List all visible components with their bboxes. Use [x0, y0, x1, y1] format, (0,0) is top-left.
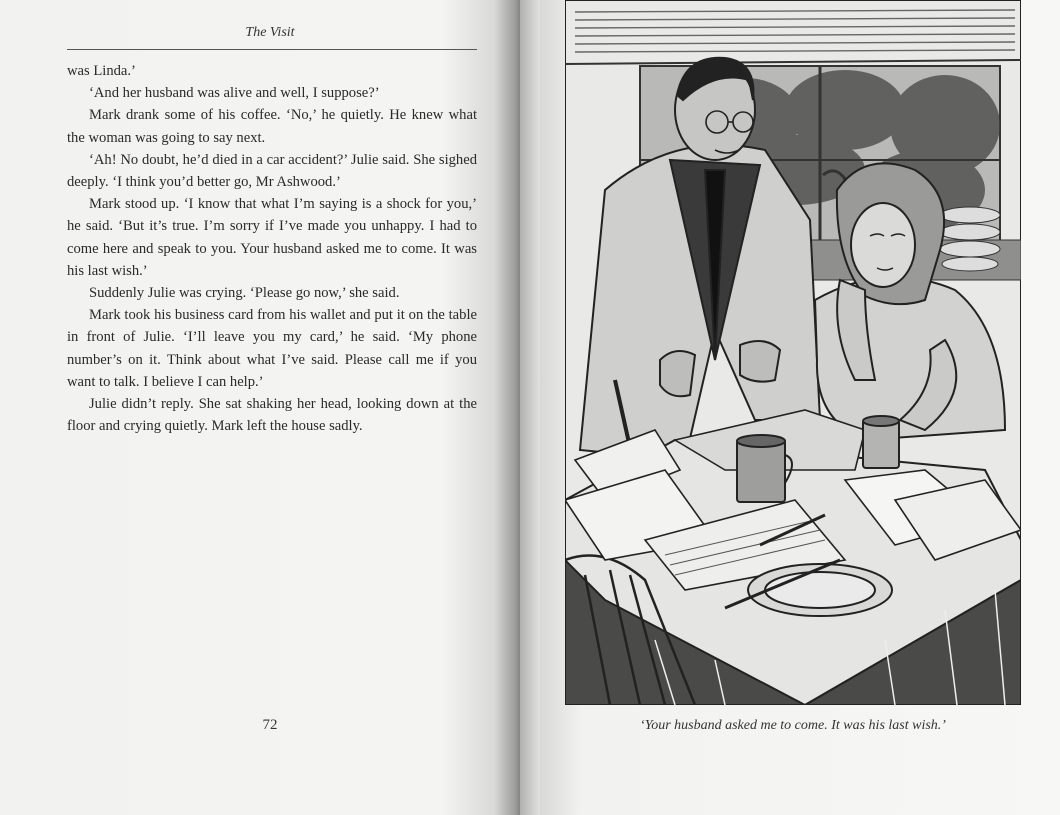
paragraph-4: ‘Ah! No doubt, he’d died in a car accident?’ Julie said. She sighed deeply. ‘I think you’d better go, Mr Ashwood.’ [67, 151, 477, 191]
paragraph-2: ‘And her husband was alive and well, I suppose?’ [89, 85, 380, 102]
paragraph-7: Mark took his business card from his wallet and put it on the table in front of Julie. ‘I’ll leave you my card,’ he said. ‘My phone number’s on it. Think about what I’ve said. Please call me if you want to talk. I believe I can help.’ [67, 307, 477, 390]
paragraph-6: Suddenly Julie was crying. ‘Please go now,’ she said. [89, 285, 400, 302]
book-gutter [495, 0, 540, 815]
page-number: 72 [262, 717, 278, 733]
paragraph-1: was Linda.’ [67, 63, 136, 79]
paragraph-5: Mark stood up. ‘I know that what I’m saying is a shock for you,’ he said. ‘But it’s true. I’m sorry if I’ve made you unhappy. I had to come here and speak to you. Your husband asked me to come. It was his last wish.’ [67, 196, 477, 279]
coffee-mug-right [863, 416, 899, 468]
paragraph-8: Julie didn’t reply. She sat shaking her head, looking down at the floor and crying quietly. Mark left the house sadly. [67, 396, 477, 435]
header-rule [67, 49, 477, 50]
paragraph-3: Mark drank some of his coffee. ‘No,’ he quietly. He knew what the woman was going to say next. [67, 107, 477, 146]
illustration [565, 0, 1021, 705]
story-text [67, 60, 477, 437]
coffee-mug-left [737, 435, 792, 502]
figure-caption: ‘Your husband asked me to come. It was his last wish.’ [640, 718, 946, 733]
running-head: The Visit [245, 25, 295, 40]
